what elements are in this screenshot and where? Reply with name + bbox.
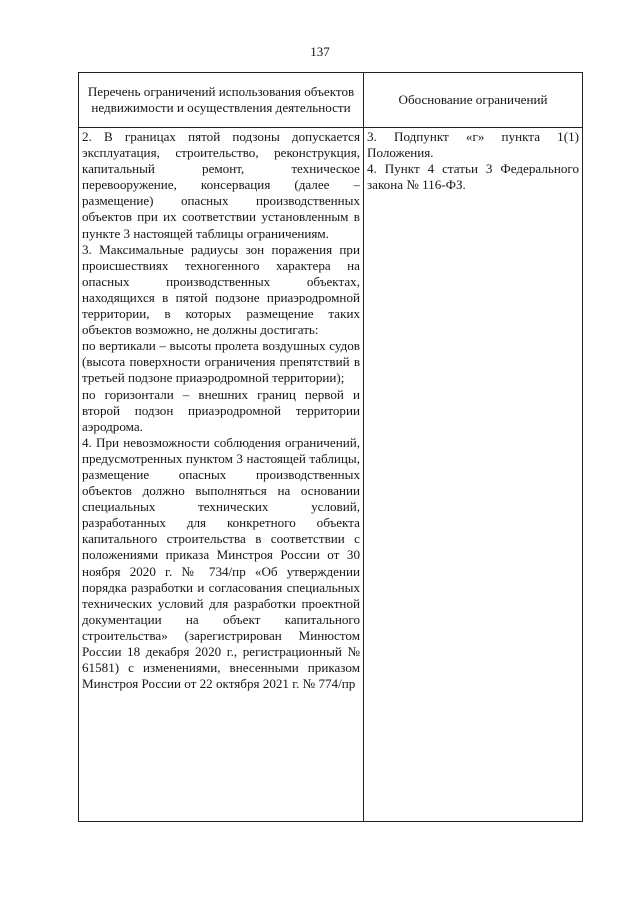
restriction-paragraph-vertical: по вертикали – высоты пролета воздушных судов (высота поверхности ограничения препятствий в третьей подзоне приаэродромной территории); [82,338,360,386]
table-row [79,128,583,822]
restriction-paragraph-3: 3. Максимальные радиусы зон поражения при происшествиях техногенного характера на опасных производственных объектах, находящихся в пятой подзоне приаэродромной территории, в которых размещение таких объектов возможно, не должны достигать: [82,241,360,338]
restriction-paragraph-2: 2. В границах пятой подзоны допускается эксплуатация, строительство, реконструкция, капитальный ремонт, техническое перевооружение, консервация (далее – размещение) опасных производственных объектов при их соответствии установленным в пункте 3 настоящей таблицы ограничениям. [82,129,360,241]
table-header-row [79,73,583,128]
header-restrictions-list: Перечень ограничений использования объектов недвижимости и осуществления деятельности [79,73,364,128]
restrictions-cell [79,128,364,822]
header-justification: Обоснование ограничений [364,73,583,128]
restrictions-table [78,72,583,822]
restrictions-text-block [82,129,360,819]
justification-paragraph-3: 3. Подпункт «г» пункта 1(1) Положения. [367,129,579,161]
restriction-paragraph-horizontal: по горизонтали – внешних границ первой и второй подзон приаэродромной территории аэродрома. [82,386,360,434]
restriction-paragraph-4: 4. При невозможности соблюдения ограничений, предусмотренных пунктом 3 настоящей таблицы, размещение опасных производственных объектов должно выполняться на основании специальных технических условий, разработанных для конкретного объекта капитального строительства в соответствии с положениями приказа Минстроя России от 30 ноября 2020 г. № 734/пр «Об утверждении порядка разработки и согласования специальных технических условий для разработки проектной документации на объект капитального строительства» (зарегистрирован Минюстом России 18 декабря 2020 г., регистрационный № 61581) с изменениями, внесенными приказом Минстроя России от 22 октября 2021 г. № 774/пр [82,434,360,692]
page-number: 137 [310,44,330,59]
justification-paragraph-4: 4. Пункт 4 статьи 3 Федерального закона № 116-ФЗ. [367,161,579,193]
justification-cell [364,128,583,822]
